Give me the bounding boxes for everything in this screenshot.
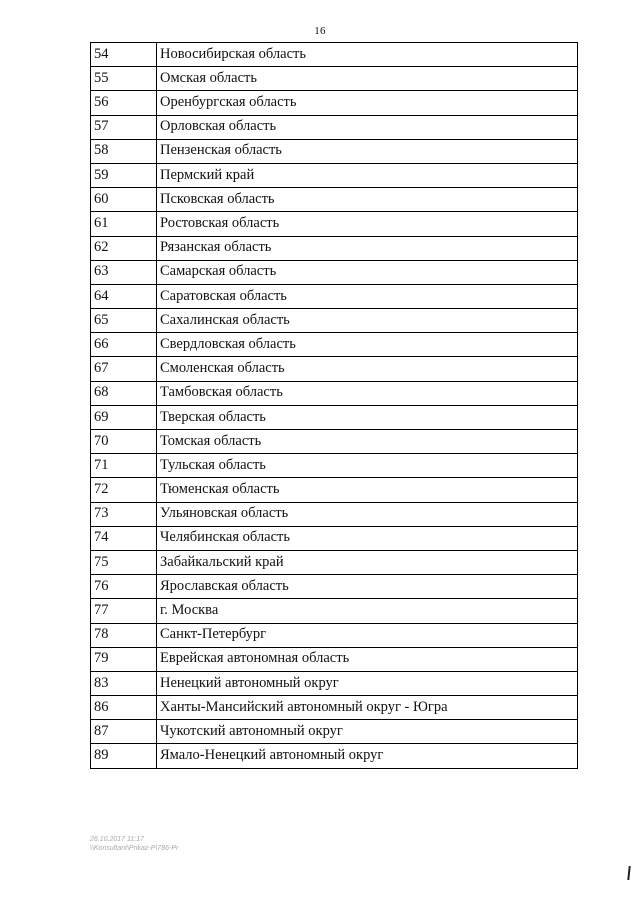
region-name-cell: Ямало-Ненецкий автономный округ	[157, 744, 578, 768]
region-code-cell: 67	[91, 357, 157, 381]
region-name-cell: Еврейская автономная область	[157, 647, 578, 671]
table-row	[91, 550, 578, 574]
table-row	[91, 720, 578, 744]
region-code-cell: 73	[91, 502, 157, 526]
table-row	[91, 91, 578, 115]
table-row	[91, 430, 578, 454]
region-name-cell: Самарская область	[157, 260, 578, 284]
region-code-cell: 72	[91, 478, 157, 502]
region-code-cell: 83	[91, 671, 157, 695]
table-row	[91, 67, 578, 91]
region-code-cell: 65	[91, 309, 157, 333]
table-row	[91, 696, 578, 720]
region-name-cell: Ненецкий автономный округ	[157, 671, 578, 695]
region-name-cell: Омская область	[157, 67, 578, 91]
print-stamp	[90, 836, 178, 854]
table-row	[91, 647, 578, 671]
table-row	[91, 599, 578, 623]
page-number: 16	[314, 25, 326, 37]
region-name-cell: Свердловская область	[157, 333, 578, 357]
region-name-cell: Ханты-Мансийский автономный округ - Югра	[157, 696, 578, 720]
region-code-cell: 66	[91, 333, 157, 357]
region-name-cell: Оренбургская область	[157, 91, 578, 115]
region-name-cell: Рязанская область	[157, 236, 578, 260]
region-name-cell: Саратовская область	[157, 284, 578, 308]
region-code-cell: 54	[91, 43, 157, 67]
print-stamp-path: \\Konsultant\Prikaz-P\786-Pr	[90, 844, 179, 852]
region-name-cell: Пензенская область	[157, 139, 578, 163]
region-name-cell: Пермский край	[157, 163, 578, 187]
region-code-cell: 55	[91, 67, 157, 91]
region-code-cell: 60	[91, 188, 157, 212]
table-row	[91, 115, 578, 139]
region-code-cell: 68	[91, 381, 157, 405]
region-name-cell: Чукотский автономный округ	[157, 720, 578, 744]
region-code-cell: 70	[91, 430, 157, 454]
print-stamp-timestamp: 26.10.2017 11:17	[90, 836, 144, 843]
region-code-cell: 75	[91, 550, 157, 574]
table-row	[91, 284, 578, 308]
region-name-cell: Тамбовская область	[157, 381, 578, 405]
region-name-cell: Ульяновская область	[157, 502, 578, 526]
region-name-cell: Орловская область	[157, 115, 578, 139]
table-row	[91, 575, 578, 599]
region-name-cell: Санкт-Петербург	[157, 623, 578, 647]
table-row	[91, 357, 578, 381]
region-code-cell: 86	[91, 696, 157, 720]
table-row	[91, 260, 578, 284]
region-name-cell: Сахалинская область	[157, 309, 578, 333]
table-row	[91, 744, 578, 768]
region-code-cell: 59	[91, 163, 157, 187]
table-row	[91, 381, 578, 405]
region-code-cell: 63	[91, 260, 157, 284]
region-code-cell: 57	[91, 115, 157, 139]
region-code-cell: 58	[91, 139, 157, 163]
region-name-cell: г. Москва	[157, 599, 578, 623]
table-row	[91, 236, 578, 260]
region-code-cell: 56	[91, 91, 157, 115]
table-row	[91, 454, 578, 478]
table-row	[91, 163, 578, 187]
region-name-cell: Забайкальский край	[157, 550, 578, 574]
region-name-cell: Тульская область	[157, 454, 578, 478]
region-code-cell: 69	[91, 405, 157, 429]
region-code-cell: 64	[91, 284, 157, 308]
region-code-cell: 89	[91, 744, 157, 768]
region-code-cell: 78	[91, 623, 157, 647]
region-code-cell: 74	[91, 526, 157, 550]
region-name-cell: Новосибирская область	[157, 43, 578, 67]
region-name-cell: Тюменская область	[157, 478, 578, 502]
region-name-cell: Томская область	[157, 430, 578, 454]
table-row	[91, 212, 578, 236]
region-codes-table	[90, 42, 578, 769]
table-row	[91, 405, 578, 429]
region-name-cell: Тверская область	[157, 405, 578, 429]
region-code-cell: 76	[91, 575, 157, 599]
region-name-cell: Смоленская область	[157, 357, 578, 381]
table-row	[91, 502, 578, 526]
table-row	[91, 671, 578, 695]
scan-edge-mark	[627, 866, 630, 880]
table-row	[91, 478, 578, 502]
table-row	[91, 333, 578, 357]
table-row	[91, 43, 578, 67]
region-code-cell: 62	[91, 236, 157, 260]
table-row	[91, 526, 578, 550]
region-name-cell: Псковская область	[157, 188, 578, 212]
table-row	[91, 188, 578, 212]
region-name-cell: Ярославская область	[157, 575, 578, 599]
region-code-cell: 61	[91, 212, 157, 236]
region-table-body	[91, 43, 578, 769]
region-code-cell: 87	[91, 720, 157, 744]
table-row	[91, 139, 578, 163]
region-code-cell: 79	[91, 647, 157, 671]
table-row	[91, 309, 578, 333]
table-row	[91, 623, 578, 647]
region-code-cell: 77	[91, 599, 157, 623]
region-name-cell: Челябинская область	[157, 526, 578, 550]
region-code-cell: 71	[91, 454, 157, 478]
region-name-cell: Ростовская область	[157, 212, 578, 236]
